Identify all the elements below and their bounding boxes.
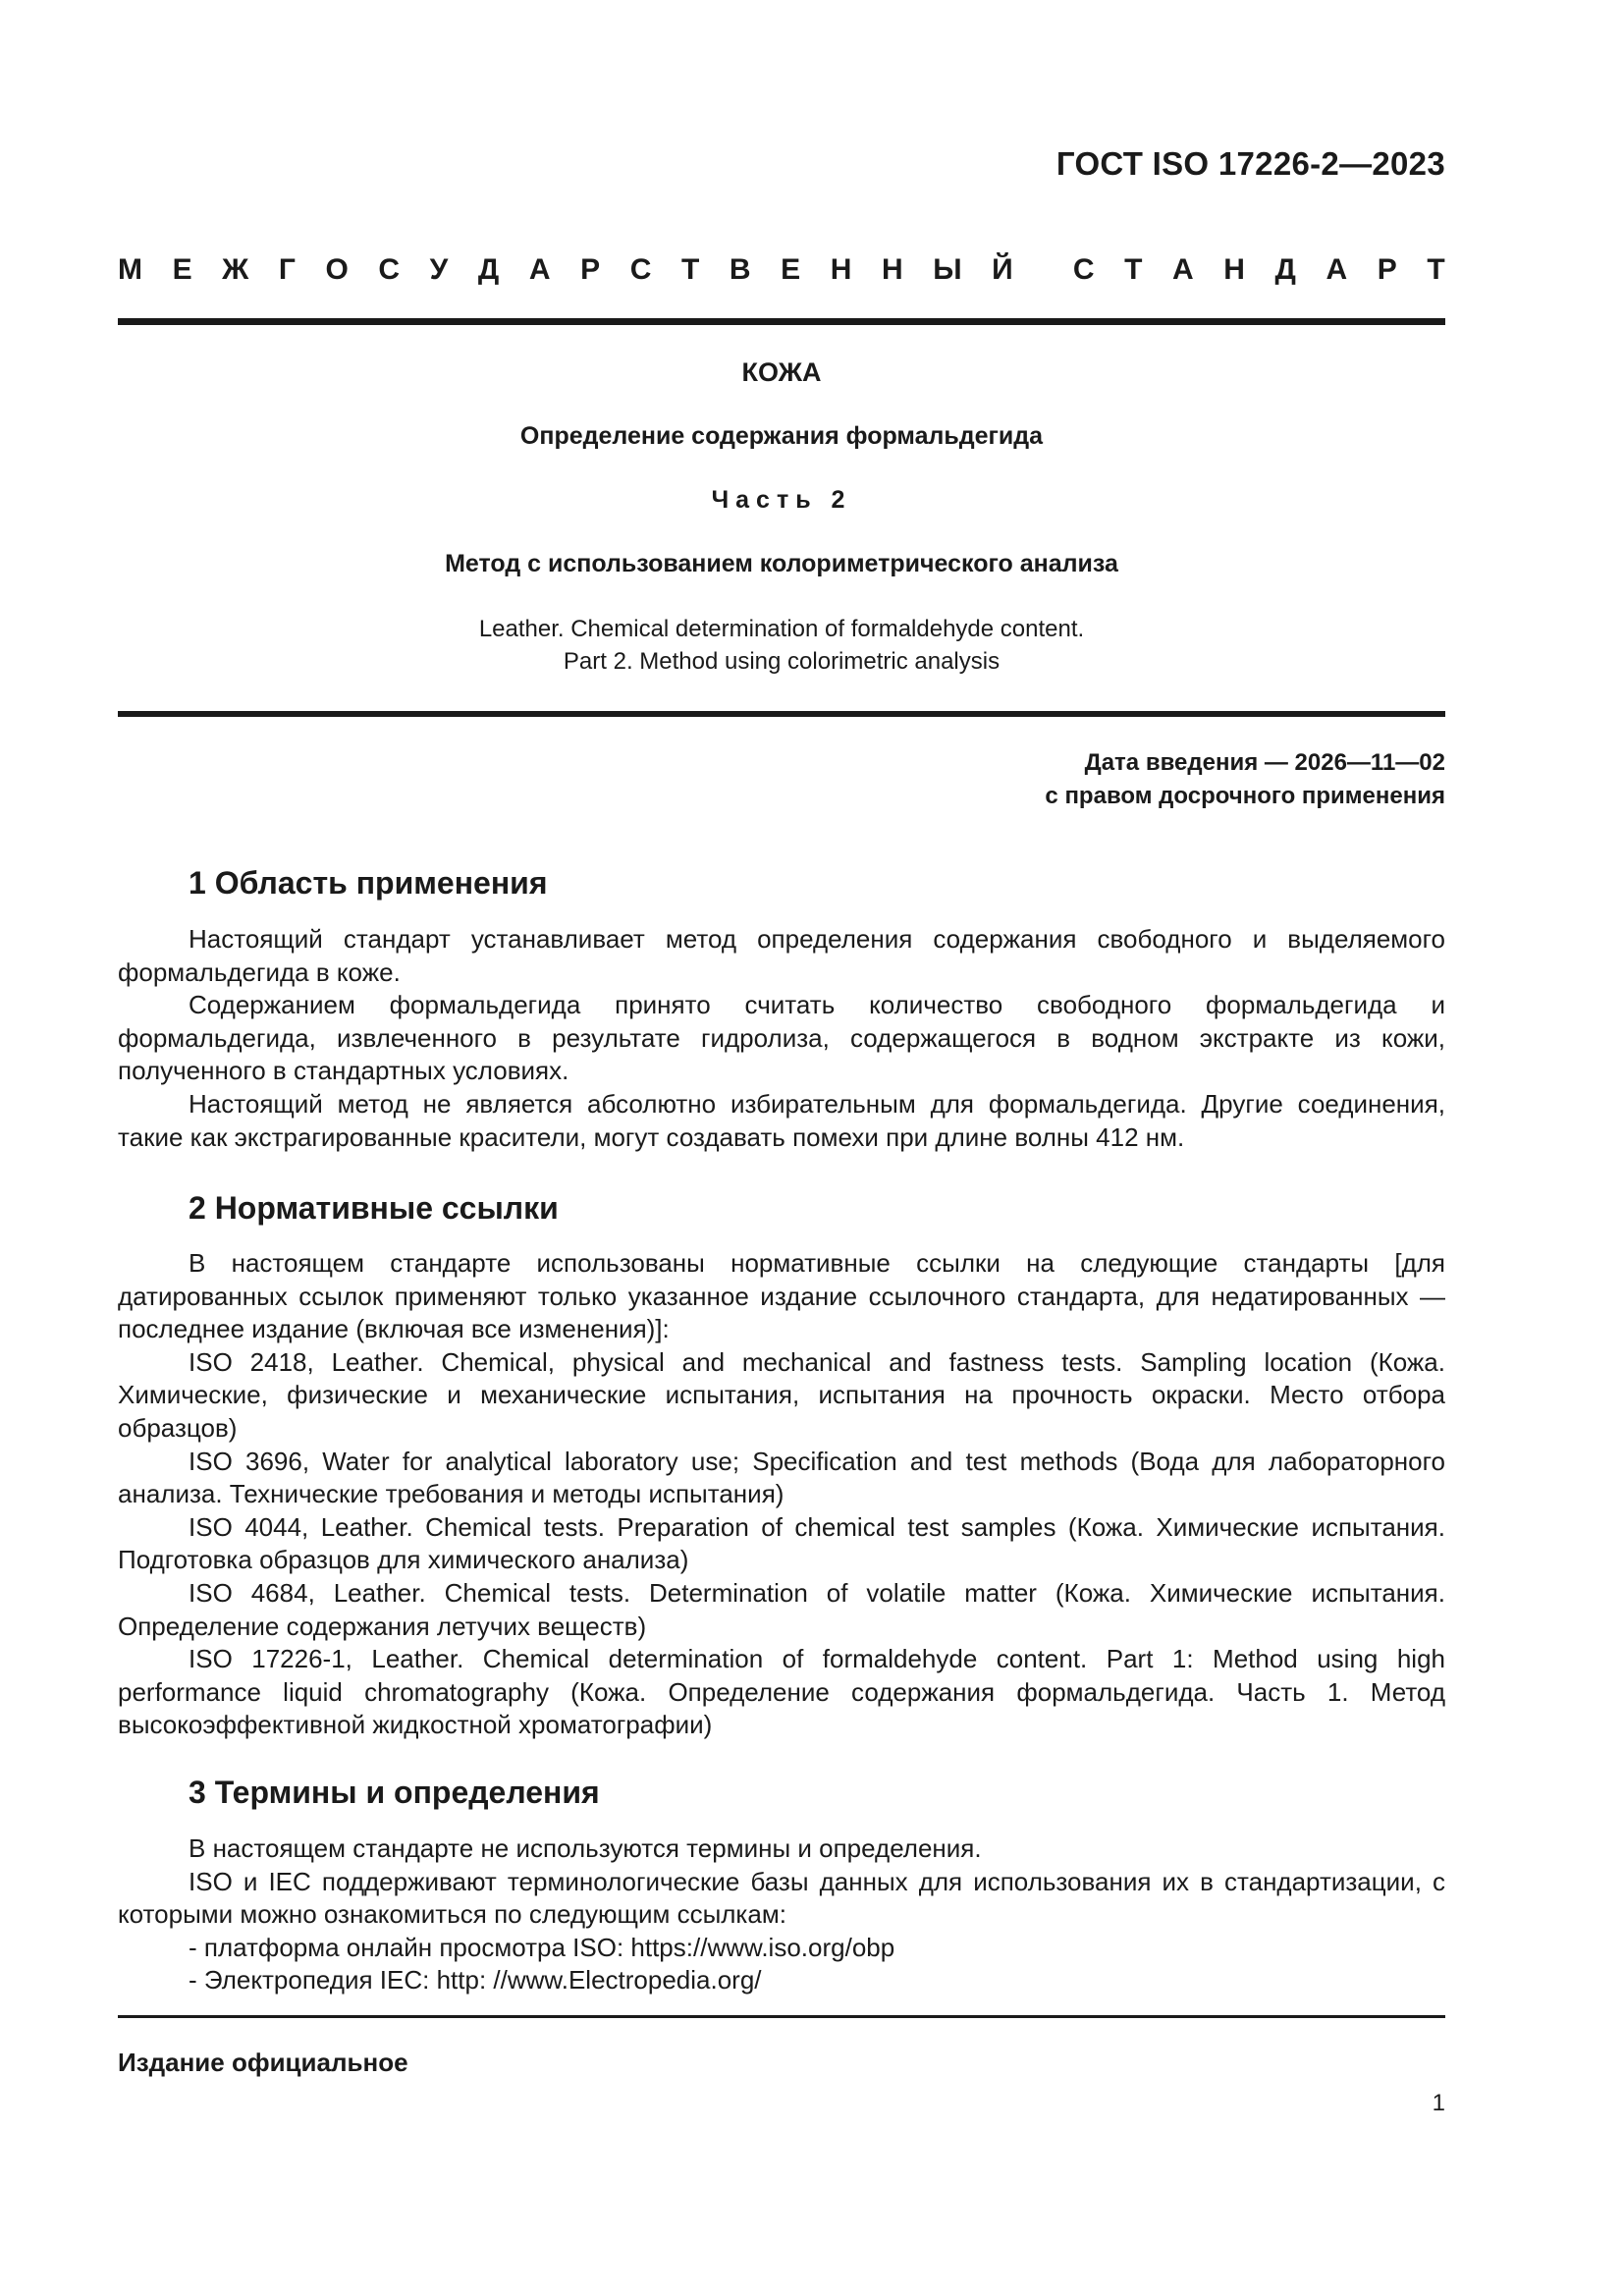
reference-item: ISO 3696, Water for analytical laboratory use; Specification and test methods (Вода для лабораторного анализа. Технические требования и методы испытания) [118,1446,1445,1509]
standard-type-letter: Н [881,253,903,286]
section-2-heading: 2 Нормативные ссылки [189,1190,559,1226]
standard-type-letter: С [629,253,652,286]
standard-type-letter: Е [781,253,801,286]
standard-type-letter: Й [992,253,1013,286]
early-application-line: с правом досрочного применения [1045,783,1445,809]
standard-type-letter: Н [830,253,852,286]
standard-type-letter: О [325,253,349,286]
section-1-heading: 1 Область применения [189,865,548,901]
list-item: - Электропедия IEC: http: //www.Electropedia.org/ [189,1965,762,1995]
section-1-body [118,923,1445,1154]
introduction-date [1045,746,1445,813]
top-rule [118,318,1445,325]
list-item: - платформа онлайн просмотра ISO: https://www.iso.org/obp [189,1932,895,1962]
standard-type-letter: Р [580,253,601,286]
standard-type-letter: Г [278,253,296,286]
paragraph: В настоящем стандарте не используются термины и определения. [189,1833,982,1863]
standard-type-letter: А [528,253,551,286]
standard-number: ГОСТ ISO 17226-2—2023 [1055,145,1445,182]
standard-type-letter: Д [477,253,500,286]
english-title-line: Part 2. Method using colorimetric analysis [563,648,1001,675]
title-rule [118,711,1445,717]
standard-type-letter: С [378,253,401,286]
standard-type-letter: С [1072,253,1095,286]
page-number: 1 [1432,2090,1445,2116]
standard-type-letter: В [729,253,751,286]
standard-type-letter: Р [1377,253,1397,286]
paragraph: Настоящий стандарт устанавливает метод определения содержания свободного и выделяемого формальдегида в коже. [118,924,1445,987]
section-3-heading: 3 Термины и определения [189,1775,600,1810]
introduction-date-line: Дата введения — 2026—11—02 [1084,749,1445,776]
document-subtitle: Определение содержания формальдегида [519,422,1044,450]
standard-type-letter: Ж [222,253,249,286]
standard-type-letter: Д [1274,253,1296,286]
english-title [118,613,1445,678]
reference-item: ISO 4684, Leather. Chemical tests. Determination of volatile matter (Кожа. Химические испытания. Определение содержания летучих веществ) [118,1577,1445,1641]
standard-type-letter: Е [172,253,192,286]
standard-type-letter: Т [1124,253,1143,286]
paragraph: В настоящем стандарте использованы нормативные ссылки на следующие стандарты [для датированных ссылок применяют только указанное издание ссылочного стандарта, для недатированных — последнее издание (включая все изменения)]: [118,1248,1445,1344]
standard-type-letter: Ы [933,253,962,286]
standard-type-letter: Т [1427,253,1445,286]
official-edition-label: Издание официальное [118,2048,408,2077]
standard-type-letter: А [1325,253,1348,286]
document-subtitle-method: Метод с использованием колориметрического анализа [445,550,1118,577]
standard-type-heading [118,253,1445,287]
standard-type-letter: М [118,253,142,286]
footer-rule [118,2015,1445,2018]
standard-type-letter: А [1172,253,1194,286]
section-3-body [118,1832,1445,1997]
standard-type-letter: У [429,253,449,286]
standard-type-letter: Н [1223,253,1245,286]
section-2-body [118,1247,1445,1742]
reference-item: ISO 4044, Leather. Chemical tests. Preparation of chemical test samples (Кожа. Химические испытания. Подготовка образцов для химического анализа) [118,1511,1445,1575]
document-title: КОЖА [741,357,822,387]
reference-item: ISO 17226-1, Leather. Chemical determination of formaldehyde content. Part 1: Method using high performance liquid chromatography (Кожа. Определение содержания формальдегида. Часть 1. Метод высокоэффективной жидкостной хроматографии) [118,1644,1445,1740]
document-part: Часть 2 [711,486,852,514]
paragraph: ISO и IEC поддерживают терминологические базы данных для использования их в стандартизации, с которыми можно ознакомиться по следующим ссылкам: [118,1866,1445,1930]
standard-type-letter: Т [680,253,700,286]
paragraph: Настоящий метод не является абсолютно избирательным для формальдегида. Другие соединения, такие как экстрагированные красители, могут создавать помехи при длине волны 412 нм. [118,1088,1445,1152]
english-title-line: Leather. Chemical determination of formaldehyde content. [478,616,1085,642]
reference-item: ISO 2418, Leather. Chemical, physical and mechanical and fastness tests. Sampling location (Кожа. Химические, физические и механические испытания, испытания на прочность окраски. Место отбора образцов) [118,1346,1445,1443]
paragraph: Содержанием формальдегида принято считать количество свободного формальдегида и формальдегида, извлеченного в результате гидролиза, содержащегося в водном экстракте из кожи, полученного в стандартных условиях. [118,990,1445,1086]
